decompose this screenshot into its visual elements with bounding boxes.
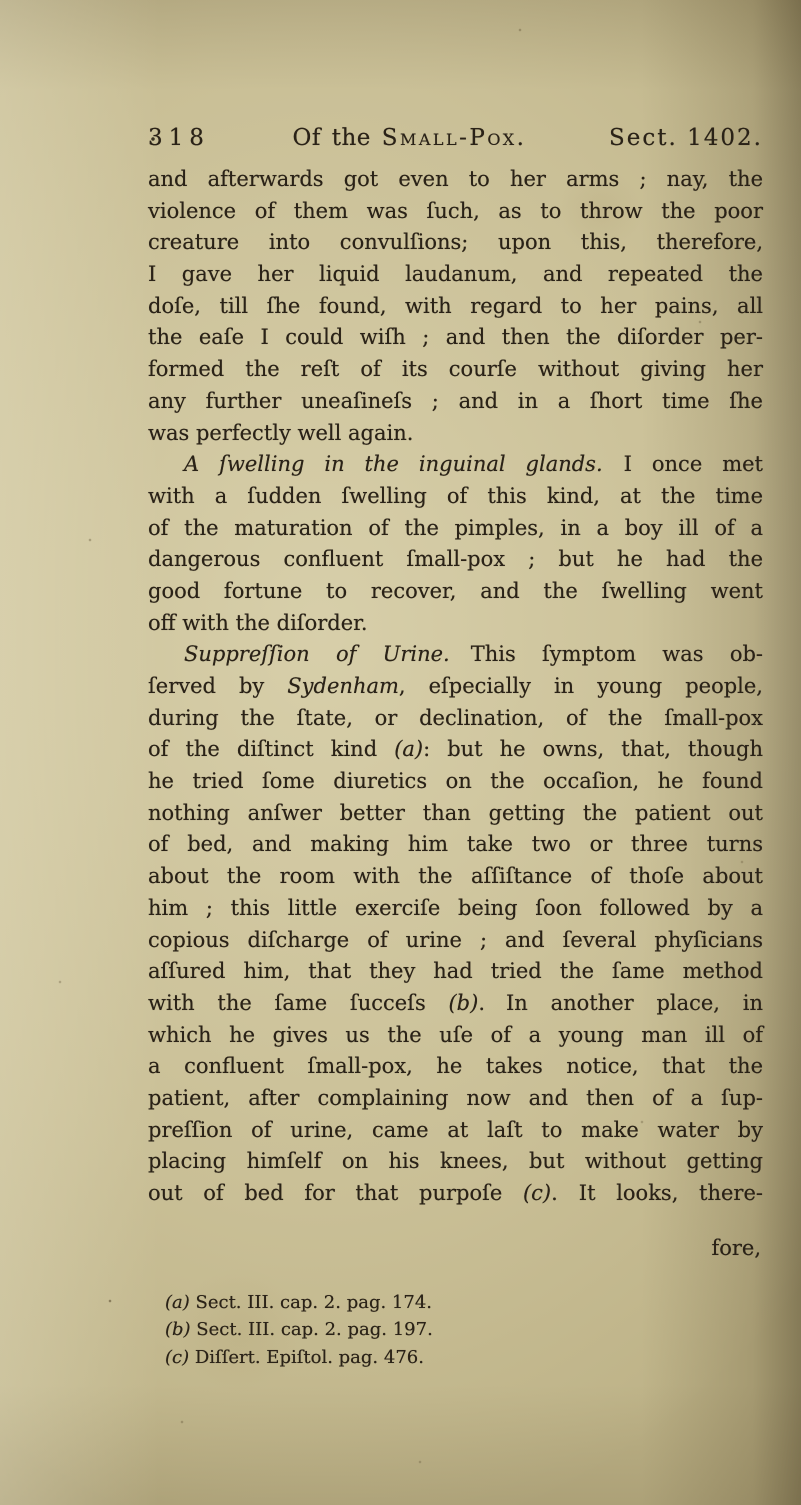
italic-text-run: Suppreſſion of Urine. <box>184 642 450 667</box>
text-run: he tried ſome diuretics on the occaſion, he found <box>148 769 763 794</box>
text-line <box>148 322 763 354</box>
text-line <box>148 576 763 608</box>
text-run: aſſured him, that they had tried the ſame method <box>148 959 763 984</box>
text-line <box>148 671 763 703</box>
text-run: about the room with the aſſiſtance of thoſe about <box>148 864 763 889</box>
text-line <box>148 1083 763 1115</box>
text-run: out of bed for that purpoſe <box>148 1181 523 1205</box>
text-line <box>148 861 763 893</box>
running-title-prefix: Of the <box>292 125 371 151</box>
running-title-main: Small-Pox. <box>381 125 527 151</box>
footnote <box>165 1289 763 1317</box>
text-run: I gave her liquid laudanum, and repeated the <box>148 262 763 287</box>
text-run: which he gives us the uſe of a young man ill of <box>148 1022 763 1047</box>
text-run: of the diſtinct kind <box>148 737 395 762</box>
text-line <box>148 481 763 513</box>
text-line <box>148 639 763 671</box>
text-run: : but he owns, that, though <box>423 737 764 762</box>
text-run: , eſpecially in young people, <box>398 674 763 698</box>
italic-text-run: (c) <box>522 1181 552 1205</box>
text-run: nothing anſwer better than getting the patient out <box>148 800 763 825</box>
running-header <box>148 124 763 152</box>
text-line <box>148 798 763 830</box>
text-run: . In another place, in <box>478 990 763 1015</box>
footnote-marker: (c) <box>165 1346 190 1368</box>
text-run: of bed, and making him take two or three turns <box>148 832 763 857</box>
text-run: preſſion of urine, came at laſt to make water by <box>148 1117 763 1142</box>
section-reference: Sect. 1402. <box>609 125 763 151</box>
footnote-marker: (a) <box>165 1291 190 1313</box>
text-line <box>148 544 763 576</box>
text-run: patient, after complaining now and then of a ſup- <box>148 1085 763 1110</box>
text-line <box>148 1051 763 1083</box>
footnote <box>165 1344 763 1372</box>
text-run: any further uneaſineſs ; and in a ſhort time ſhe <box>148 388 763 413</box>
italic-text-run: (b) <box>448 990 479 1015</box>
body-text <box>148 164 763 1210</box>
text-run: with a ſudden ſwelling of this kind, at the time <box>148 483 763 508</box>
text-run: off with the diſorder. <box>148 610 368 635</box>
footnote-text: Sect. III. cap. 2. pag. 197. <box>190 1319 433 1341</box>
text-line <box>148 734 763 766</box>
text-line <box>148 703 763 735</box>
text-run: violence of them was ſuch, as to throw the poor <box>148 198 763 223</box>
text-line <box>148 893 763 925</box>
text-run: good fortune to recover, and the ſwelling went <box>148 578 763 603</box>
text-line <box>148 925 763 957</box>
text-line <box>148 513 763 545</box>
text-line <box>148 418 763 450</box>
text-run: and afterwards got even to her arms ; nay, the <box>148 167 763 191</box>
text-line <box>148 354 763 386</box>
text-run: copious diſcharge of urine ; and ſeveral phyſicians <box>148 927 763 952</box>
footnote <box>165 1316 763 1344</box>
text-line <box>148 386 763 418</box>
text-line <box>148 1115 763 1147</box>
text-run: ſerved by <box>148 674 288 698</box>
italic-text-run: Sydenham <box>287 674 399 698</box>
text-run: the eaſe I could wiſh ; and then the diſorder per- <box>148 325 763 350</box>
text-line <box>148 291 763 323</box>
text-run: . It looks, there- <box>551 1181 763 1205</box>
text-line <box>148 196 763 228</box>
text-line <box>148 956 763 988</box>
text-run: doſe, till ſhe found, with regard to her pains, all <box>148 293 763 318</box>
text-run: formed the reſt of its courſe without giving her <box>148 357 763 382</box>
text-line <box>148 227 763 259</box>
text-run: placing himſelf on his knees, but without getting <box>148 1149 763 1174</box>
text-line <box>148 259 763 291</box>
catchword-row <box>148 1236 763 1260</box>
text-run: of the maturation of the pimples, in a boy ill of a <box>148 515 763 540</box>
text-run: I once met <box>602 452 763 477</box>
text-line <box>148 608 763 640</box>
italic-text-run: A ſwelling in the inguinal glands. <box>184 452 603 477</box>
italic-text-run: (a) <box>394 737 424 762</box>
running-title <box>293 124 527 152</box>
text-run: during the ſtate, or declination, of the ſmall-pox <box>148 705 763 730</box>
footnote-text: Sect. III. cap. 2. pag. 174. <box>189 1291 432 1313</box>
text-run: was perfectly well again. <box>148 420 414 445</box>
text-run: a confluent ſmall-pox, he takes notice, that the <box>148 1054 763 1079</box>
text-run: him ; this little exerciſe being ſoon followed by a <box>148 895 763 920</box>
text-line <box>148 1178 763 1210</box>
text-run: This ſymptom was ob- <box>449 642 763 667</box>
text-line <box>148 164 763 196</box>
text-run: dangerous confluent ſmall-pox ; but he had the <box>148 547 763 572</box>
footnotes <box>165 1289 763 1372</box>
text-line <box>148 766 763 798</box>
page-number: 318 <box>148 125 210 151</box>
text-line <box>148 1020 763 1052</box>
catchword: fore, <box>711 1235 761 1260</box>
text-line <box>148 988 763 1020</box>
text-run: creature into convulſions; upon this, therefore, <box>148 230 763 255</box>
footnote-text: Diſſert. Epiſtol. pag. 476. <box>189 1346 424 1368</box>
text-run: with the ſame ſucceſs <box>148 990 449 1015</box>
text-line <box>148 449 763 481</box>
text-column <box>148 124 763 1371</box>
text-line <box>148 1146 763 1178</box>
text-line <box>148 829 763 861</box>
footnote-marker: (b) <box>165 1319 191 1341</box>
